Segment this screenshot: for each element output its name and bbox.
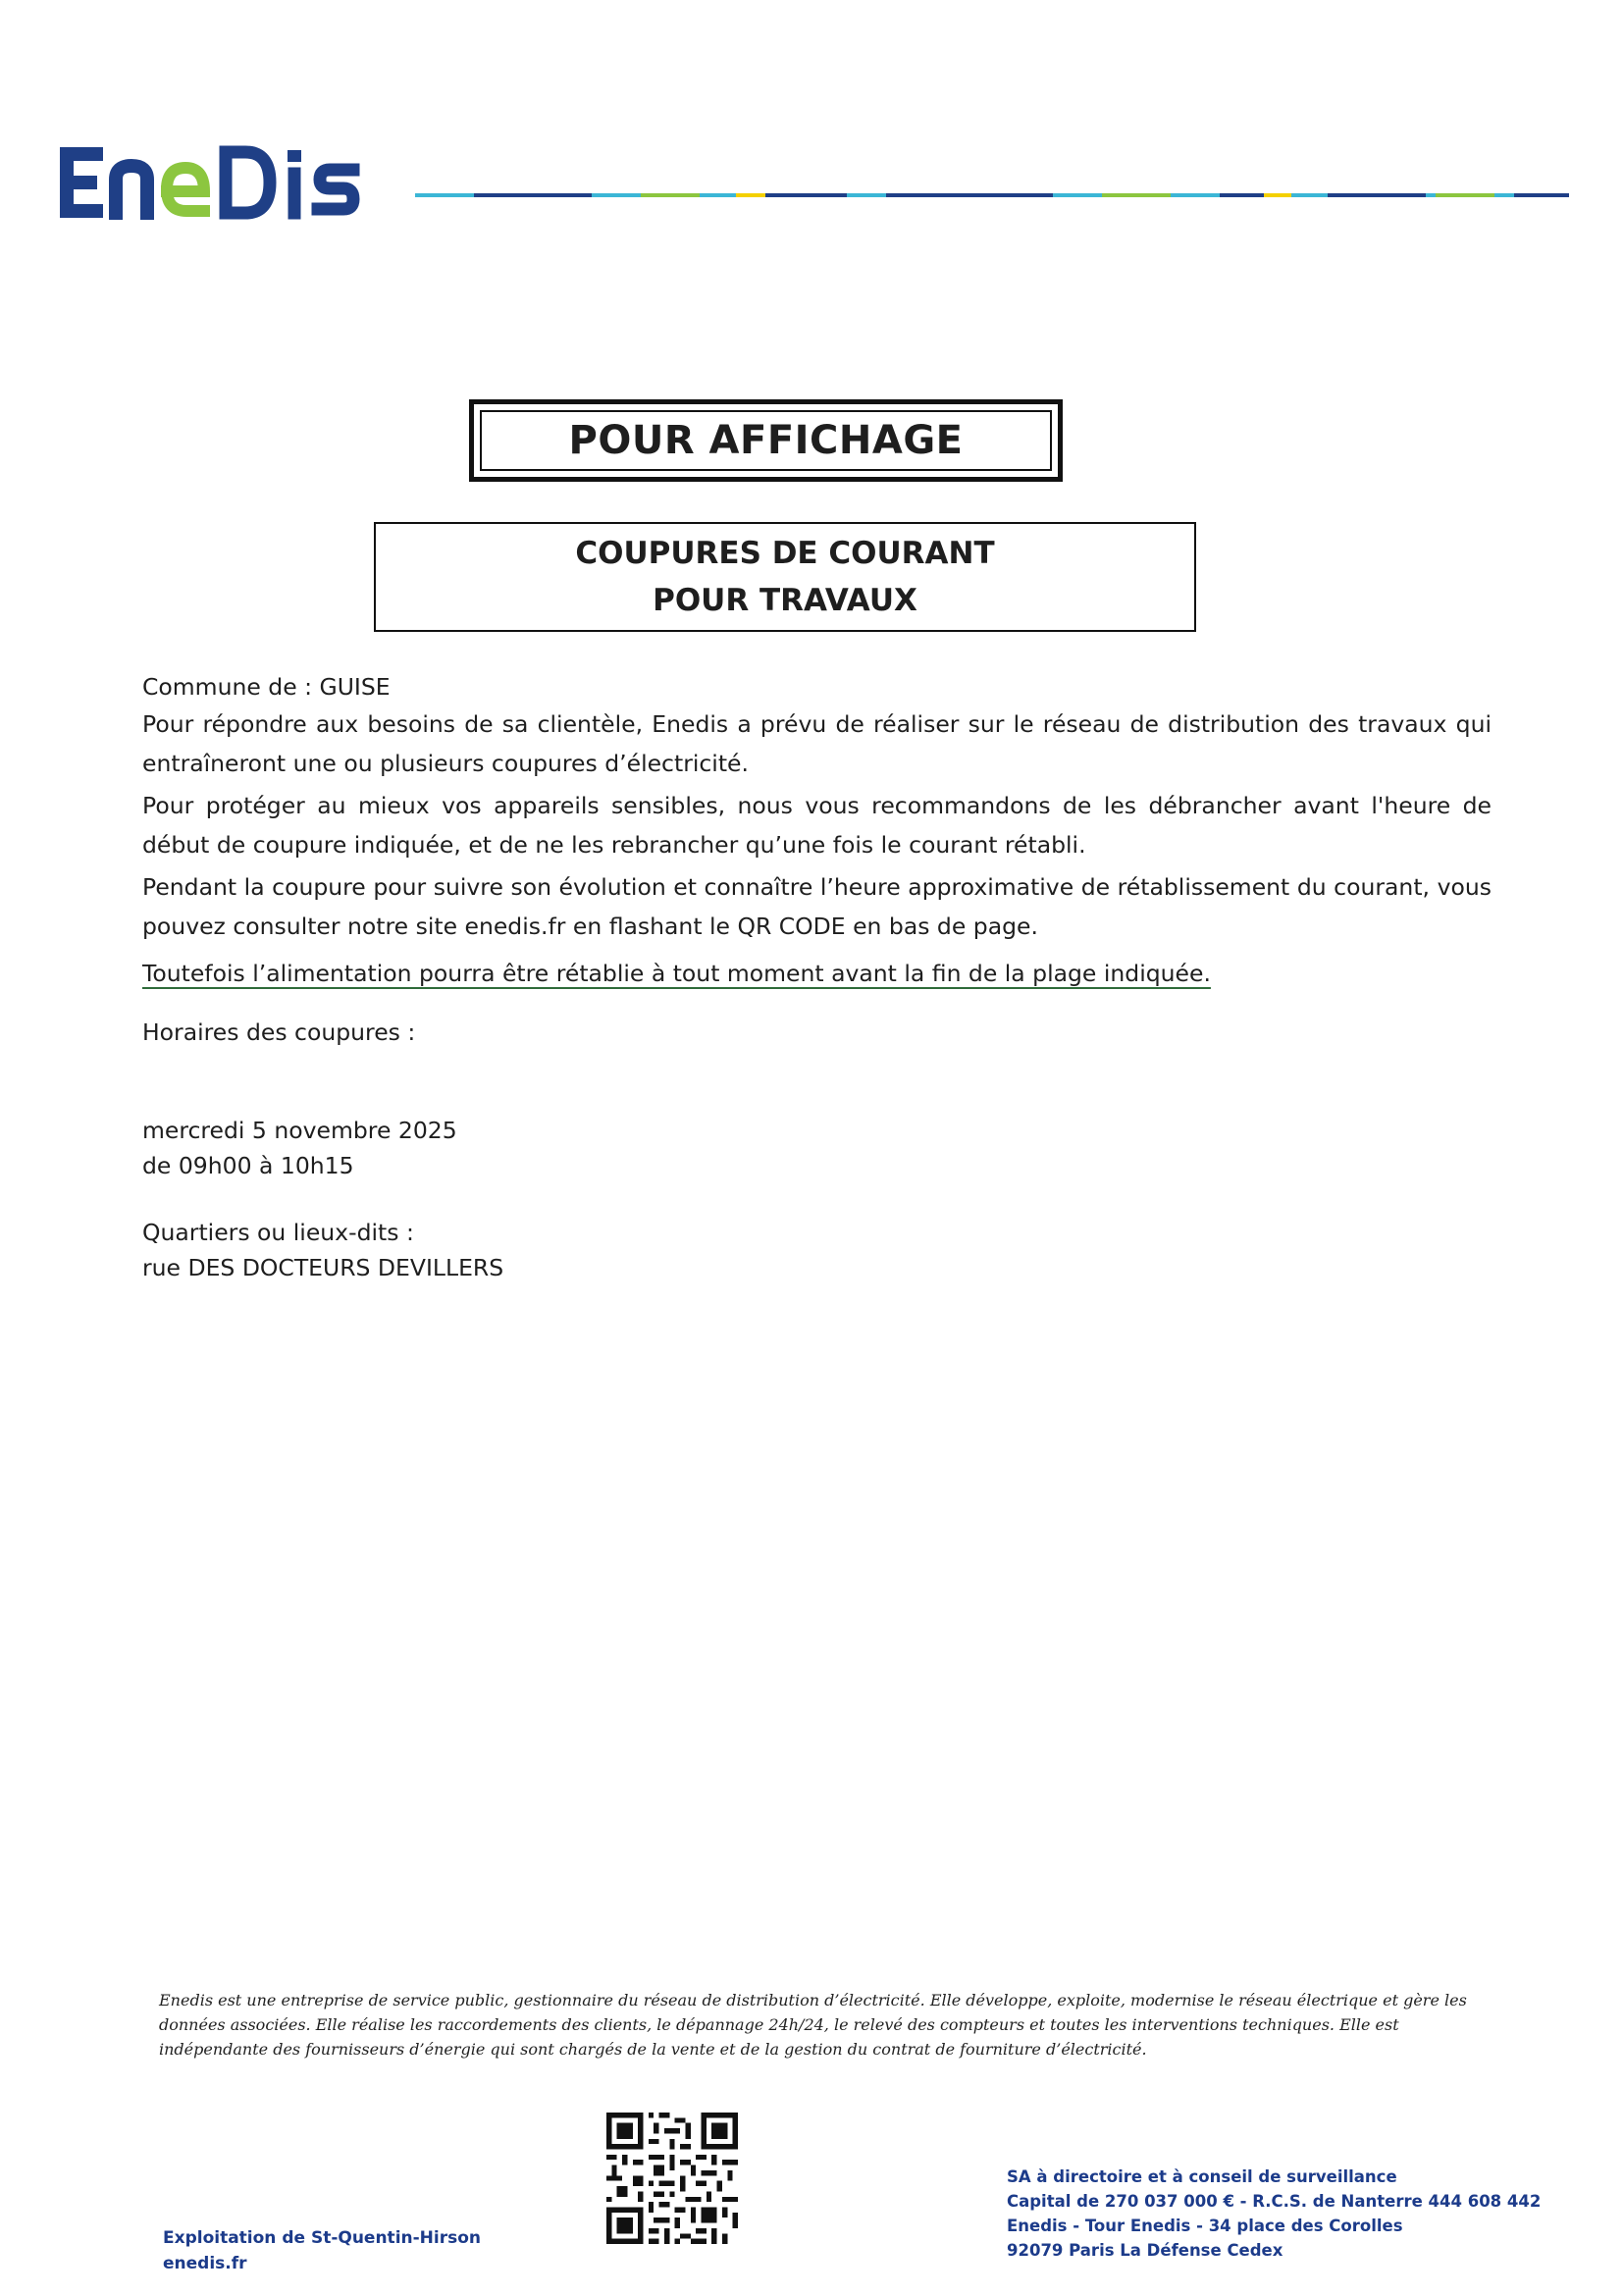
- paragraph-3: Pendant la coupure pour suivre son évolution et connaître l’heure approximative de rétablissement du courant, vous pouvez consulter notre site enedis.fr en flashant le QR CODE en bas de page.: [142, 873, 1492, 940]
- company-line-4: 92079 Paris La Défense Cedex: [1007, 2241, 1283, 2260]
- notice-subtitle-line2: POUR TRAVAUX: [653, 583, 917, 618]
- legal-notice: Enedis est une entreprise de service public, gestionnaire du réseau de distribution d’électricité. Elle développe, exploite, modernise le réseau électrique et gère les données associées. Elle réalise les raccordements des clients, le dépannage 24h/24, le relevé des compteurs et toutes les interventions techniques. Elle est indépendante des fournisseurs d’énergie qui sont chargés de la vente et de la gestion du contrat de fourniture d’électricité.: [159, 1991, 1467, 2059]
- areas-label: Quartiers ou lieux-dits :: [142, 1219, 414, 1246]
- paragraph-2: Pour protéger au mieux vos appareils sensibles, nous vous recommandons de les débrancher avant l'heure de début de coupure indiquée, et de ne les rebrancher qu’une fois le courant rétabli.: [142, 792, 1492, 859]
- outage-schedule: [142, 1113, 1492, 1183]
- outage-date: mercredi 5 novembre 2025: [142, 1117, 457, 1144]
- header-rule: [415, 192, 1569, 198]
- notice-subtitle-box: [374, 522, 1196, 632]
- schedule-label: Horaires des coupures :: [142, 1018, 416, 1046]
- notice-subtitle-line1: COUPURES DE COURANT: [575, 536, 995, 571]
- company-line-1: SA à directoire et à conseil de surveillance: [1007, 2167, 1397, 2186]
- affected-areas: [142, 1215, 1492, 1285]
- restoration-note: Toutefois l’alimentation pourra être rétablie à tout moment avant la fin de la plage indiquée.: [142, 960, 1211, 987]
- affected-street: rue DES DOCTEURS DEVILLERS: [142, 1254, 504, 1281]
- exploitation-unit: Exploitation de St-Quentin-Hirson: [163, 2228, 482, 2248]
- company-line-2: Capital de 270 037 000 € - R.C.S. de Nanterre 444 608 442: [1007, 2192, 1542, 2211]
- notice-title: POUR AFFICHAGE: [480, 410, 1052, 471]
- footer-left: [163, 2225, 481, 2276]
- company-line-3: Enedis - Tour Enedis - 34 place des Corolles: [1007, 2217, 1403, 2235]
- outage-time-range: de 09h00 à 10h15: [142, 1152, 354, 1179]
- website-link[interactable]: enedis.fr: [163, 2254, 247, 2273]
- notice-title-box: [469, 399, 1063, 482]
- qr-code[interactable]: [606, 2113, 738, 2244]
- commune: Commune de : GUISE: [142, 673, 391, 701]
- paragraph-1: Pour répondre aux besoins de sa clientèle, Enedis a prévu de réaliser sur le réseau de distribution des travaux qui entraîneront une ou plusieurs coupures d’électricité.: [142, 710, 1492, 777]
- company-info: [1007, 2165, 1541, 2263]
- enedis-logo: [59, 142, 402, 223]
